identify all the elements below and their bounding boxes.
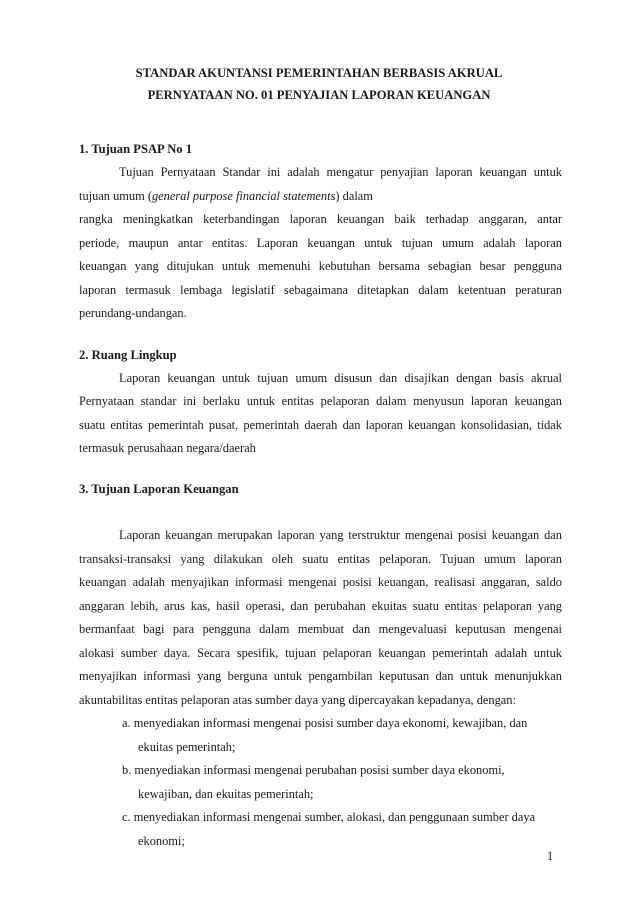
section1-line: perundang-undangan. bbox=[79, 306, 187, 320]
section1-line: Tujuan Pernyataan Standar ini adalah mengatur penyajian laporan keuangan untuk bbox=[119, 165, 562, 179]
section2-line: Pernyataan standar ini berlaku untuk entitas pelaporan dalam menyusun laporan keuangan bbox=[79, 394, 562, 408]
section1-line: keuangan yang ditujukan untuk memenuhi kebutuhan bersama sebagian besar pengguna bbox=[79, 259, 562, 273]
section2-line: termasuk perusahaan negara/daerah bbox=[79, 441, 256, 455]
section1-line: periode, maupun antar entitas. Laporan keuangan untuk tujuan umum adalah laporan bbox=[79, 236, 562, 250]
section3-line: menyajikan informasi yang berguna untuk pengambilan keputusan dan untuk menunjukkan bbox=[79, 669, 562, 683]
section3-line: alokasi sumber daya. Secara spesifik, tujuan pelaporan keuangan pemerintah adalah untuk bbox=[79, 646, 562, 660]
section3-line: keuangan adalah menyajikan informasi mengenai posisi keuangan, realisasi anggaran, saldo bbox=[79, 575, 562, 589]
section2-line: suatu entitas pemerintah pusat, pemerintah daerah dan laporan keuangan konsolidasian, tidak bbox=[79, 418, 562, 432]
section3-heading: 3. Tujuan Laporan Keuangan bbox=[79, 482, 239, 496]
document-title-line2: PERNYATAAN NO. 01 PENYAJIAN LAPORAN KEUANGAN bbox=[147, 88, 491, 102]
list-item-b-cont: kewajiban, dan ekuitas pemerintah; bbox=[138, 787, 314, 801]
list-item-c-cont: ekonomi; bbox=[138, 834, 185, 848]
list-item-a-cont: ekuitas pemerintah; bbox=[138, 740, 236, 754]
section3-line: akuntabilitas entitas pelaporan atas sumber daya yang dipercayakan kepadanya, dengan: bbox=[79, 693, 516, 707]
section2-line: Laporan keuangan untuk tujuan umum disusun dan disajikan dengan basis akrual bbox=[119, 371, 562, 385]
page-number: 1 bbox=[547, 849, 554, 863]
section3-line: transaksi-transaksi yang dilakukan oleh suatu entitas pelaporan. Tujuan umum laporan bbox=[79, 552, 562, 566]
section2-heading: 2. Ruang Lingkup bbox=[79, 348, 177, 362]
section3-line: bermanfaat bagi para pengguna dalam membuat dan mengevaluasi keputusan mengenai bbox=[79, 622, 562, 636]
section1-line: rangka meningkatkan keterbandingan laporan keuangan baik terhadap anggaran, antar bbox=[79, 212, 562, 226]
list-item-c: c. menyediakan informasi mengenai sumber, alokasi, dan penggunaan sumber daya bbox=[122, 810, 536, 824]
section3-line: anggaran lebih, arus kas, hasil operasi, dan perubahan ekuitas suatu entitas pelaporan yang bbox=[79, 599, 562, 613]
document-title-line1: STANDAR AKUNTANSI PEMERINTAHAN BERBASIS AKRUAL bbox=[135, 66, 503, 80]
section1-line-italic: tujuan umum (general purpose financial statements) dalam bbox=[79, 189, 373, 203]
list-item-b: b. menyediakan informasi mengenai perubahan posisi sumber daya ekonomi, bbox=[122, 763, 505, 777]
list-item-a: a. menyediakan informasi mengenai posisi sumber daya ekonomi, kewajiban, dan bbox=[122, 716, 528, 730]
section3-line: Laporan keuangan merupakan laporan yang terstruktur mengenai posisi keuangan dan bbox=[119, 528, 562, 542]
section1-heading: 1. Tujuan PSAP No 1 bbox=[79, 142, 193, 156]
section1-line: laporan termasuk lembaga legislatif sebagaimana ditetapkan dalam ketentuan peraturan bbox=[79, 283, 562, 297]
